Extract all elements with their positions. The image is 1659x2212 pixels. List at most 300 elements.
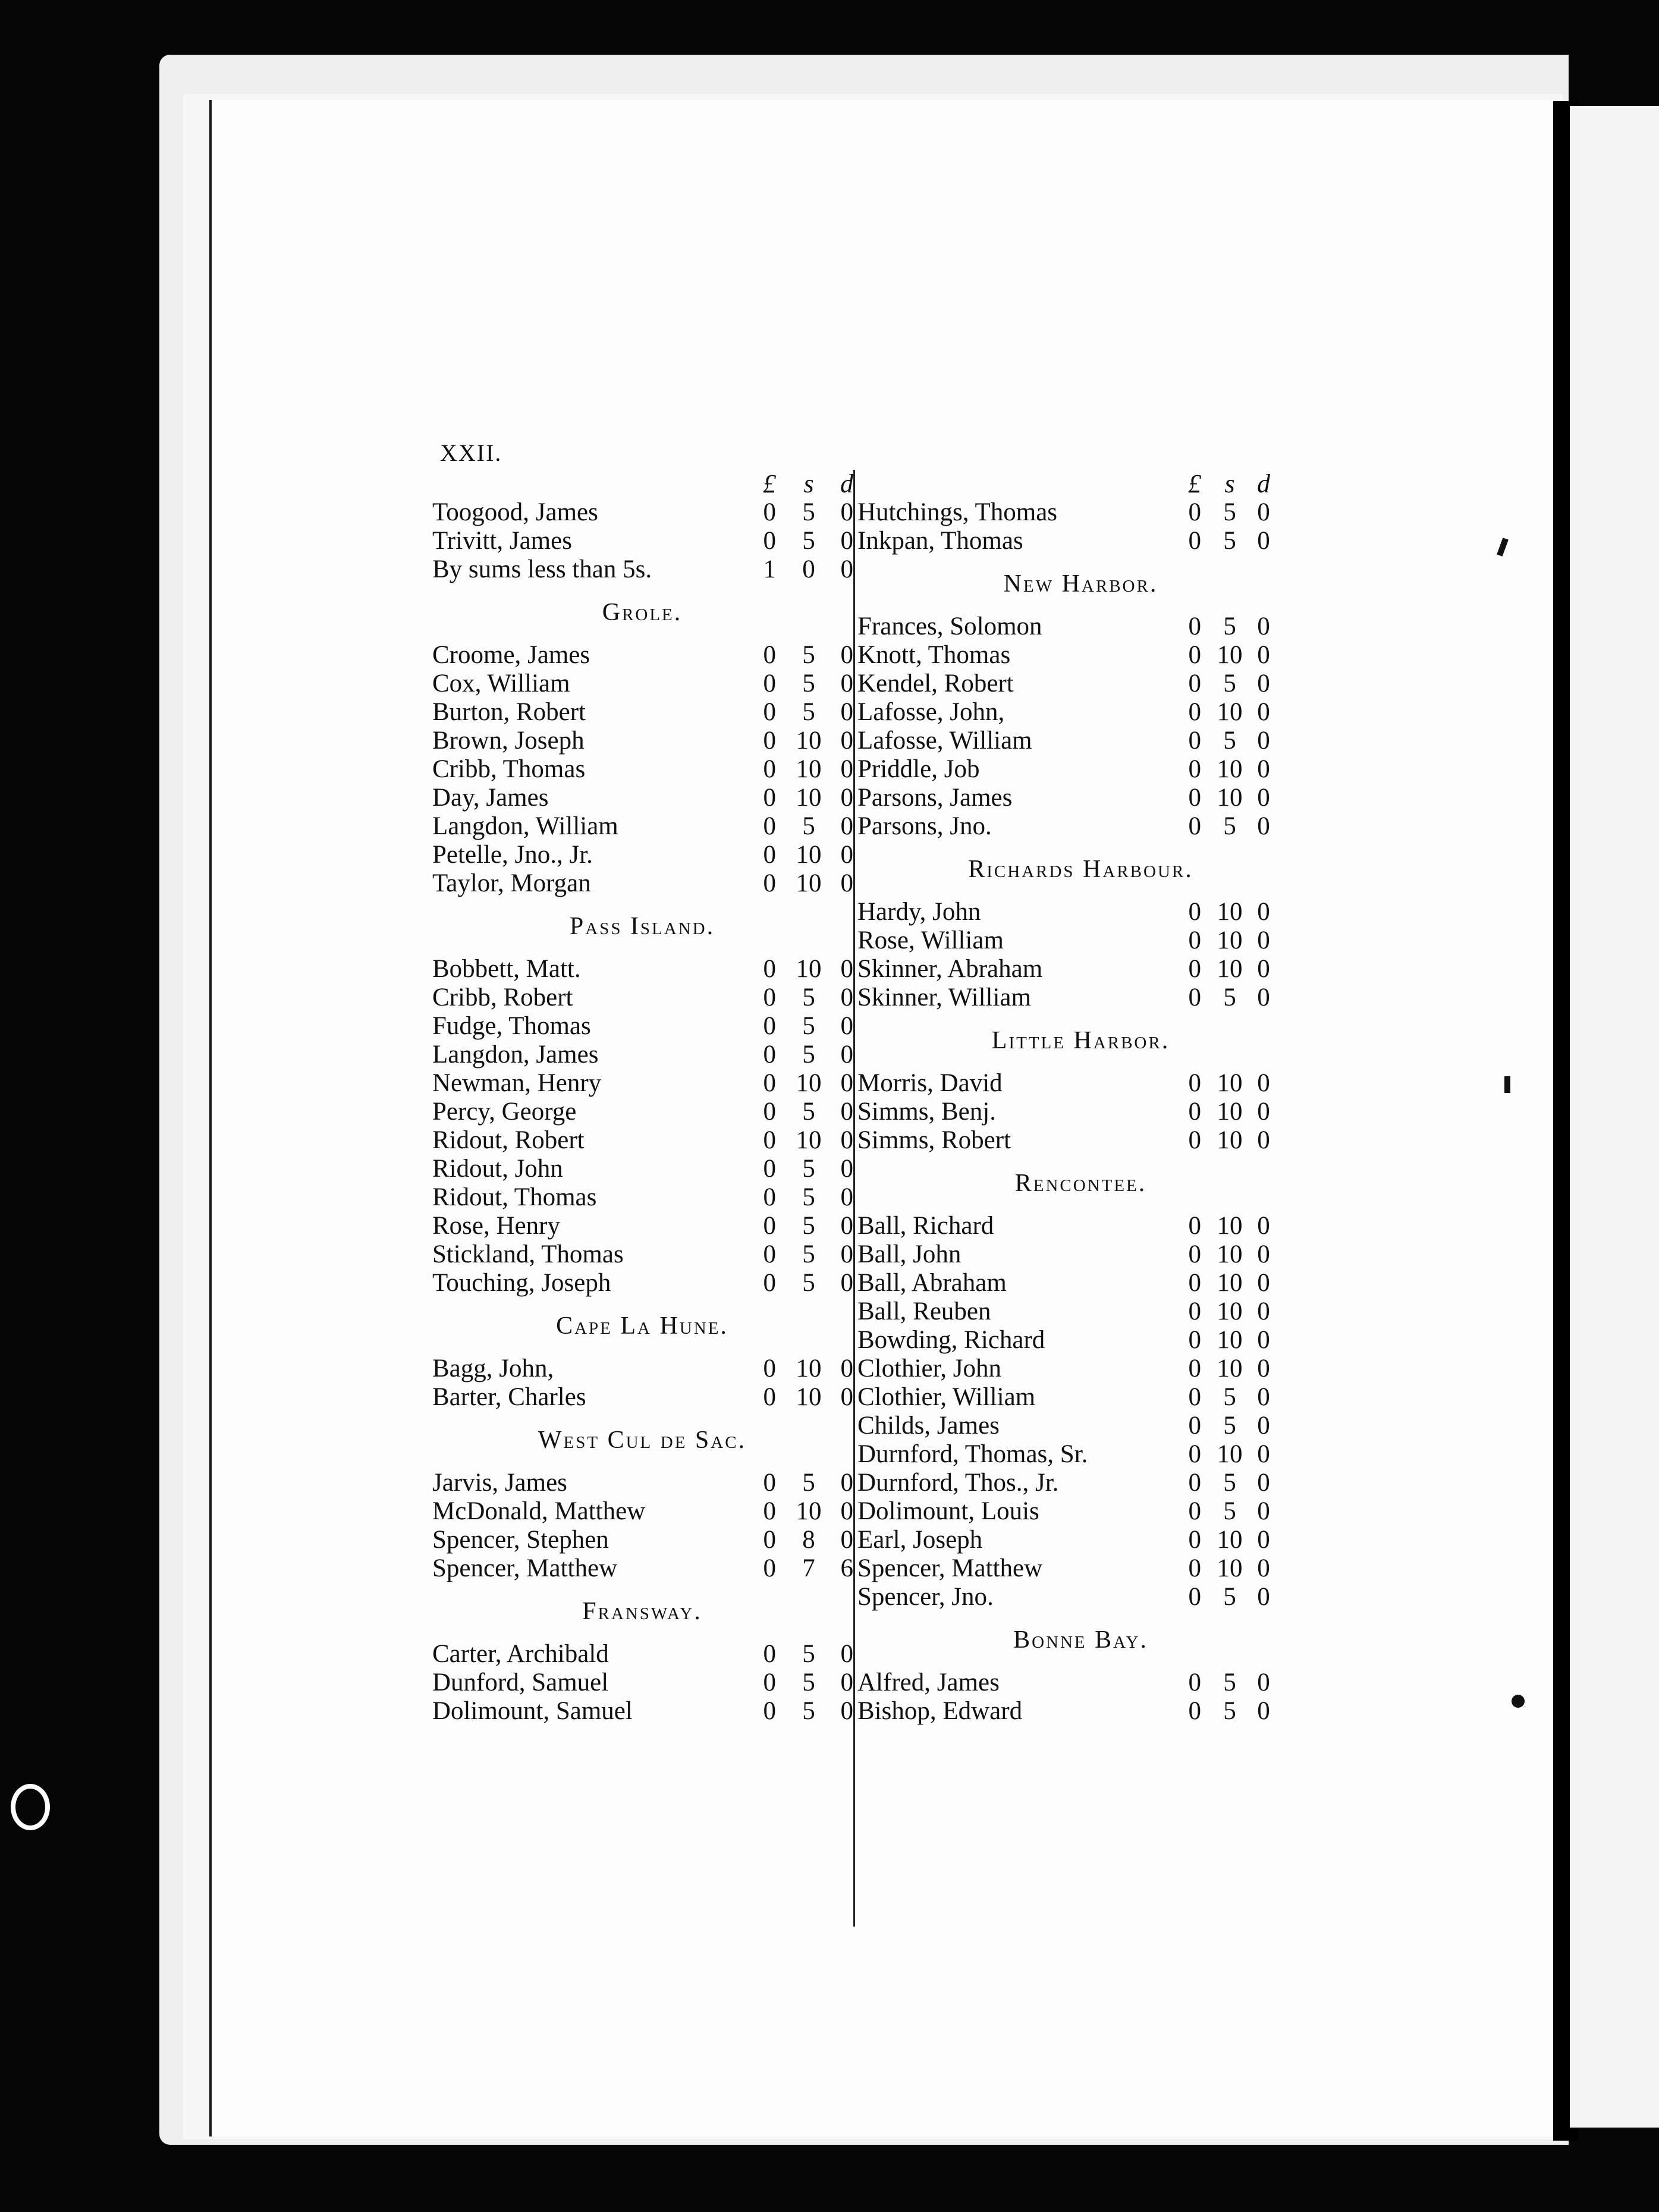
pounds-value: 0 (763, 1497, 776, 1525)
subscriber-name: Priddle, Job (857, 755, 980, 783)
left-entry-row (431, 1669, 853, 1697)
pounds-value: 0 (763, 1155, 776, 1183)
pounds-value: 0 (763, 498, 776, 526)
pounds-value: 0 (763, 812, 776, 840)
left-entry-row (431, 1155, 853, 1183)
pence-value: 0 (1257, 1497, 1270, 1525)
subscriber-name: Ridout, John (432, 1155, 563, 1183)
left-entry-row (431, 1183, 853, 1212)
pence-value: 0 (1257, 1098, 1270, 1126)
left-entry-row (431, 812, 853, 841)
right-entry-row (856, 1669, 1305, 1697)
pence-value: 0 (840, 1126, 853, 1154)
pounds-value: 0 (763, 641, 776, 669)
pence-value: 0 (1257, 698, 1270, 726)
shillings-value: 5 (1223, 1497, 1236, 1525)
pence-value: 0 (1257, 1383, 1270, 1411)
right-section-heading: Bonne Bay. (1013, 1626, 1148, 1654)
pounds-value: 0 (1188, 498, 1201, 526)
subscriber-name: Barter, Charles (432, 1383, 586, 1411)
pence-value: 0 (1257, 612, 1270, 640)
right-entry-row (856, 1440, 1305, 1469)
pounds-value: 0 (1188, 812, 1201, 840)
pounds-value: 0 (1188, 612, 1201, 640)
shillings-value: 5 (802, 1469, 815, 1497)
left-entry-row (431, 641, 853, 670)
subscriber-name: Bowding, Richard (857, 1326, 1045, 1354)
left-entry-row (431, 1554, 853, 1583)
pence-value: 0 (840, 1669, 853, 1696)
right-entry-row (856, 926, 1305, 955)
pounds-value: 0 (1188, 955, 1201, 983)
subscriber-name: Langdon, William (432, 812, 618, 840)
subscriber-name: Taylor, Morgan (432, 869, 591, 897)
left-entry-row (431, 784, 853, 812)
left-entry-row (431, 727, 853, 755)
shillings-value: 5 (802, 812, 815, 840)
pounds-value: 0 (763, 527, 776, 555)
subscriber-name: Lafosse, John, (857, 698, 1005, 726)
right-entry-row (856, 1269, 1305, 1297)
pence-value: 0 (1257, 926, 1270, 954)
right-entry-row (856, 1697, 1305, 1726)
pounds-value: 0 (763, 1269, 776, 1297)
right-entry-row (856, 1355, 1305, 1383)
shillings-value: 10 (1217, 1240, 1243, 1268)
pounds-value: 0 (1188, 1669, 1201, 1696)
subscriber-name: Ridout, Robert (432, 1126, 585, 1154)
shillings-value: 10 (1217, 1554, 1243, 1582)
shillings-value: 10 (1217, 1526, 1243, 1554)
subscriber-name: Simms, Robert (857, 1126, 1011, 1154)
pounds-value: 0 (1188, 641, 1201, 669)
pounds-value: 0 (763, 1554, 776, 1582)
subscriber-name: Ball, Abraham (857, 1269, 1007, 1297)
pence-value: 0 (840, 1469, 853, 1497)
left-entry-row (431, 1697, 853, 1726)
subscriber-name: Ball, John (857, 1240, 962, 1268)
subscriber-name: Brown, Joseph (432, 727, 585, 755)
pence-value: 0 (1257, 1583, 1270, 1611)
pence-value: 0 (840, 641, 853, 669)
pounds-value: 0 (763, 1012, 776, 1040)
subscriber-name: Dolimount, Samuel (432, 1697, 633, 1725)
subscriber-name: McDonald, Matthew (432, 1497, 646, 1525)
shillings-value: 10 (1217, 1326, 1243, 1354)
left-entry-row (431, 670, 853, 698)
shillings-value: 5 (1223, 498, 1236, 526)
shillings-value: 10 (1217, 784, 1243, 812)
left-entry-row (431, 1383, 853, 1412)
subscriber-name: Newman, Henry (432, 1069, 602, 1097)
right-entry-row (856, 1240, 1305, 1269)
pounds-value: 0 (763, 1098, 776, 1126)
shillings-value: 10 (1217, 641, 1243, 669)
subscriber-name: Jarvis, James (432, 1469, 567, 1497)
facing-page-edge (1570, 106, 1659, 2128)
left-section-heading: Pass Island. (569, 913, 715, 940)
subscriber-name: Cribb, Robert (432, 984, 573, 1011)
pence-value: 0 (1257, 812, 1270, 840)
pence-value: 0 (1257, 898, 1270, 926)
right-section-heading: Richards Harbour. (968, 856, 1193, 883)
pence-value: 0 (1257, 755, 1270, 783)
pounds-value: 0 (763, 1212, 776, 1240)
pounds-value: 0 (1188, 727, 1201, 755)
left-section-heading: Grole. (602, 599, 683, 626)
pounds-value: 0 (763, 1041, 776, 1069)
pounds-value: 0 (763, 1640, 776, 1668)
pounds-value: 0 (763, 698, 776, 726)
subscriber-name: Childs, James (857, 1412, 1000, 1440)
pence-header: d (1257, 469, 1270, 498)
left-entry-row (431, 1269, 853, 1297)
right-entry-row (856, 527, 1305, 555)
subscriber-name: Ball, Richard (857, 1212, 994, 1240)
shillings-value: 5 (1223, 1583, 1236, 1611)
shillings-value: 10 (796, 1355, 822, 1382)
right-entry-row (856, 1469, 1305, 1497)
pounds-value: 0 (763, 670, 776, 697)
subscriber-name: Touching, Joseph (432, 1269, 611, 1297)
pounds-value: 0 (1188, 984, 1201, 1011)
subscriber-name: Skinner, Abraham (857, 955, 1043, 983)
right-entry-row (856, 1497, 1305, 1526)
pence-value: 0 (1257, 1355, 1270, 1382)
left-section-heading: West Cul de Sac. (538, 1427, 747, 1454)
shillings-value: 10 (796, 784, 822, 812)
pence-value: 0 (840, 698, 853, 726)
subscriber-name: Frances, Solomon (857, 612, 1042, 640)
right-section-heading: Rencontee. (1014, 1170, 1147, 1197)
pence-value: 0 (1257, 1212, 1270, 1240)
pence-value: 0 (1257, 1297, 1270, 1325)
shillings-value: 10 (1217, 898, 1243, 926)
subscriber-name: Inkpan, Thomas (857, 527, 1023, 555)
left-entry-row (431, 527, 853, 555)
right-entry-row (856, 898, 1305, 926)
pence-value: 0 (840, 727, 853, 755)
pounds-value: 0 (1188, 1697, 1201, 1725)
subscriber-name: Lafosse, William (857, 727, 1032, 755)
pence-value: 0 (840, 1383, 853, 1411)
subscriber-name: Trivitt, James (432, 527, 572, 555)
pence-value: 0 (840, 1269, 853, 1297)
pounds-value: 0 (1188, 1355, 1201, 1382)
shillings-value: 5 (1223, 727, 1236, 755)
pounds-value: 0 (763, 1383, 776, 1411)
pounds-value: 0 (1188, 1297, 1201, 1325)
subscriber-name: Cox, William (432, 670, 570, 697)
pounds-value: 0 (763, 727, 776, 755)
subscriber-name: Rose, William (857, 926, 1004, 954)
shillings-value: 5 (1223, 1383, 1236, 1411)
shillings-value: 10 (796, 1126, 822, 1154)
shillings-value: 10 (796, 869, 822, 897)
shillings-value: 5 (802, 1041, 815, 1069)
pence-value: 0 (840, 555, 853, 583)
subscriber-name: Bishop, Edward (857, 1697, 1023, 1725)
pounds-value: 0 (763, 1469, 776, 1497)
column-divider (853, 470, 855, 1927)
left-entry-row (431, 1126, 853, 1155)
right-entry-row (856, 1583, 1305, 1611)
left-entry-row (431, 755, 853, 784)
shillings-value: 5 (1223, 1697, 1236, 1725)
subscriber-name: Dolimount, Louis (857, 1497, 1039, 1525)
pence-value: 0 (1257, 784, 1270, 812)
pounds-value: 0 (1188, 1212, 1201, 1240)
pounds-value: 0 (1188, 1098, 1201, 1126)
left-section-heading: Fransway. (582, 1598, 702, 1625)
pounds-value: 0 (1188, 1583, 1201, 1611)
shillings-value: 10 (1217, 1355, 1243, 1382)
subscriber-name: Stickland, Thomas (432, 1240, 624, 1268)
shillings-value: 5 (1223, 1669, 1236, 1696)
pence-value: 0 (840, 1697, 853, 1725)
left-entry-row (431, 1041, 853, 1069)
scan-artifact-mark (1512, 1695, 1525, 1708)
right-entry-row (856, 641, 1305, 670)
shillings-value: 10 (796, 1497, 822, 1525)
pence-value: 0 (1257, 984, 1270, 1011)
left-entry-row (431, 1526, 853, 1554)
right-entry-row (856, 1383, 1305, 1412)
shillings-value: 8 (802, 1526, 815, 1554)
left-entry-row (431, 1497, 853, 1526)
pounds-value: 0 (1188, 527, 1201, 555)
pound-header: £ (763, 469, 776, 498)
currency-header-right (856, 470, 1305, 498)
shillings-value: 10 (1217, 698, 1243, 726)
left-section-heading: Cape La Hune. (556, 1312, 728, 1340)
subscriber-name: Percy, George (432, 1098, 577, 1126)
pounds-value: 0 (763, 955, 776, 983)
left-entry-row (431, 1212, 853, 1240)
pence-value: 0 (840, 1240, 853, 1268)
subscriber-name: Spencer, Stephen (432, 1526, 609, 1554)
right-entry-row (856, 1212, 1305, 1240)
pence-value: 0 (1257, 1669, 1270, 1696)
pounds-value: 0 (1188, 1126, 1201, 1154)
pounds-value: 0 (1188, 755, 1201, 783)
shillings-value: 5 (802, 527, 815, 555)
pence-value: 0 (1257, 498, 1270, 526)
left-entry-row (431, 698, 853, 727)
shillings-value: 5 (802, 498, 815, 526)
shillings-value: 5 (802, 984, 815, 1011)
subscriber-name: Cribb, Thomas (432, 755, 586, 783)
shillings-value: 5 (802, 641, 815, 669)
shillings-value: 5 (1223, 984, 1236, 1011)
pence-value: 0 (840, 984, 853, 1011)
pounds-value: 0 (1188, 1440, 1201, 1468)
right-entry-row (856, 984, 1305, 1012)
right-entry-row (856, 812, 1305, 841)
pence-value: 0 (1257, 727, 1270, 755)
pence-value: 0 (840, 1497, 853, 1525)
pence-header: d (840, 469, 853, 498)
pounds-value: 0 (763, 984, 776, 1011)
right-entry-row (856, 1126, 1305, 1155)
right-entry-row (856, 612, 1305, 641)
left-entry-row (431, 841, 853, 869)
pence-value: 0 (1257, 1126, 1270, 1154)
shillings-value: 5 (802, 1697, 815, 1725)
left-entry-row (431, 984, 853, 1012)
subscriber-name: Rose, Henry (432, 1212, 560, 1240)
pounds-value: 0 (1188, 784, 1201, 812)
pence-value: 0 (840, 1041, 853, 1069)
pounds-value: 0 (763, 1069, 776, 1097)
shillings-value: 5 (1223, 812, 1236, 840)
subscriber-name: Knott, Thomas (857, 641, 1011, 669)
subscriber-name: Clothier, William (857, 1383, 1036, 1411)
pence-value: 0 (840, 1069, 853, 1097)
right-entry-row (856, 1069, 1305, 1098)
pence-value: 0 (840, 1183, 853, 1211)
shilling-header: s (1224, 469, 1235, 498)
subscriber-name: Toogood, James (432, 498, 598, 526)
subscriber-name: Ball, Reuben (857, 1297, 991, 1325)
shillings-value: 5 (1223, 527, 1236, 555)
right-entry-row (856, 727, 1305, 755)
subscriber-name: Durnford, Thomas, Sr. (857, 1440, 1088, 1468)
pence-value: 0 (1257, 1269, 1270, 1297)
shillings-value: 7 (802, 1554, 815, 1582)
shillings-value: 10 (1217, 1269, 1243, 1297)
pence-value: 0 (840, 755, 853, 783)
right-entry-row (856, 755, 1305, 784)
pounds-value: 0 (763, 1183, 776, 1211)
pence-value: 0 (840, 869, 853, 897)
subscriber-name: Morris, David (857, 1069, 1003, 1097)
subscriber-name: Day, James (432, 784, 549, 812)
subscriber-name: Alfred, James (857, 1669, 1000, 1696)
pounds-value: 0 (1188, 1383, 1201, 1411)
left-entry-row (431, 955, 853, 984)
right-entry-row (856, 698, 1305, 727)
pence-value: 0 (840, 1526, 853, 1554)
pounds-value: 0 (763, 1669, 776, 1696)
left-entry-row (431, 555, 853, 584)
right-entry-row (856, 1326, 1305, 1355)
right-entry-row (856, 784, 1305, 812)
pence-value: 0 (840, 498, 853, 526)
left-entry-row (431, 498, 853, 527)
pence-value: 0 (840, 527, 853, 555)
pounds-value: 0 (1188, 1469, 1201, 1497)
shillings-value: 5 (802, 1212, 815, 1240)
pence-value: 0 (840, 1155, 853, 1183)
pounds-value: 0 (1188, 1526, 1201, 1554)
pence-value: 0 (840, 784, 853, 812)
shillings-value: 10 (796, 727, 822, 755)
subscriber-name: Clothier, John (857, 1355, 1001, 1382)
left-entry-row (431, 1469, 853, 1497)
left-entry-row (431, 869, 853, 898)
subscriber-name: Kendel, Robert (857, 670, 1014, 697)
pence-value: 0 (840, 670, 853, 697)
pence-value: 0 (1257, 1240, 1270, 1268)
left-entry-row (431, 1069, 853, 1098)
subscriber-name: Bobbett, Matt. (432, 955, 581, 983)
pounds-value: 0 (763, 1126, 776, 1154)
pence-value: 0 (840, 955, 853, 983)
pounds-value: 0 (1188, 1240, 1201, 1268)
pounds-value: 0 (763, 1240, 776, 1268)
subscriber-name: Carter, Archibald (432, 1640, 609, 1668)
left-entry-row (431, 1012, 853, 1041)
pounds-value: 0 (1188, 670, 1201, 697)
shillings-value: 5 (1223, 1469, 1236, 1497)
shillings-value: 10 (1217, 1098, 1243, 1126)
shillings-value: 10 (796, 1069, 822, 1097)
subscriber-name: Spencer, Jno. (857, 1583, 994, 1611)
pence-value: 0 (840, 1212, 853, 1240)
pence-value: 0 (1257, 1069, 1270, 1097)
shillings-value: 0 (802, 555, 815, 583)
subscriber-name: Dunford, Samuel (432, 1669, 609, 1696)
pounds-value: 0 (763, 869, 776, 897)
pence-value: 0 (840, 1098, 853, 1126)
subscriber-name: Durnford, Thos., Jr. (857, 1469, 1059, 1497)
pounds-value: 0 (1188, 1554, 1201, 1582)
shillings-value: 5 (802, 1098, 815, 1126)
subscriber-name: Fudge, Thomas (432, 1012, 591, 1040)
right-section-heading: Little Harbor. (991, 1027, 1170, 1054)
shillings-value: 5 (802, 1012, 815, 1040)
right-entry-row (856, 1412, 1305, 1440)
pence-value: 0 (840, 1355, 853, 1382)
right-entry-row (856, 670, 1305, 698)
shillings-value: 10 (1217, 755, 1243, 783)
shillings-value: 10 (1217, 1440, 1243, 1468)
left-column (431, 470, 853, 1726)
currency-header-left (431, 470, 853, 498)
pence-value: 0 (840, 1640, 853, 1668)
right-entry-row (856, 1526, 1305, 1554)
shillings-value: 10 (1217, 926, 1243, 954)
pence-value: 0 (1257, 641, 1270, 669)
pence-value: 0 (840, 812, 853, 840)
shillings-value: 5 (802, 1240, 815, 1268)
subscriber-name: Croome, James (432, 641, 590, 669)
pounds-value: 0 (763, 1355, 776, 1382)
subscriber-name: Spencer, Matthew (432, 1554, 618, 1582)
subscriber-name: Petelle, Jno., Jr. (432, 841, 593, 869)
shillings-value: 5 (802, 1155, 815, 1183)
subscriber-name: Bagg, John, (432, 1355, 554, 1382)
pounds-value: 0 (1188, 1326, 1201, 1354)
pence-value: 0 (840, 1012, 853, 1040)
left-entry-row (431, 1640, 853, 1669)
subscriber-name: Burton, Robert (432, 698, 586, 726)
pounds-value: 0 (1188, 1269, 1201, 1297)
subscriber-name: Hardy, John (857, 898, 981, 926)
shilling-header: s (803, 469, 814, 498)
shillings-value: 10 (796, 1383, 822, 1411)
pence-value: 0 (1257, 1526, 1270, 1554)
page-number: XXII. (440, 439, 502, 466)
pence-value: 0 (1257, 955, 1270, 983)
pounds-value: 0 (763, 1526, 776, 1554)
right-entry-row (856, 498, 1305, 527)
shillings-value: 10 (1217, 1069, 1243, 1097)
shillings-value: 5 (1223, 670, 1236, 697)
subscriber-name: Langdon, James (432, 1041, 599, 1069)
pence-value: 0 (840, 841, 853, 869)
